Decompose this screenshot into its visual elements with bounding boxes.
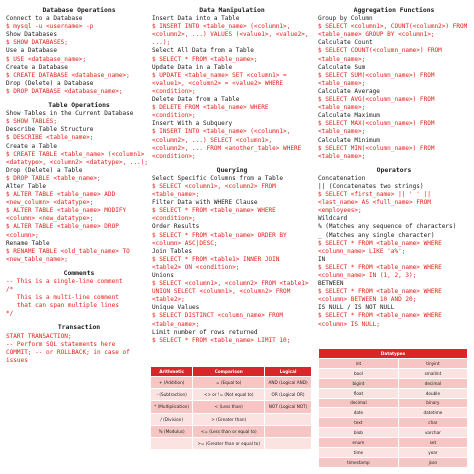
table-cell: = (Equal to)	[193, 377, 265, 389]
table-cell: NOT (Logical NOT)	[265, 401, 312, 413]
table-cell	[265, 437, 312, 449]
table-row	[319, 447, 468, 457]
table-cell: year	[398, 447, 467, 457]
table-cell: smallint	[398, 368, 467, 378]
table-row	[319, 359, 468, 369]
table-cell: char	[398, 418, 467, 428]
description-line: Insert With a Subquery	[152, 120, 233, 128]
section-querying	[152, 166, 312, 345]
table-row	[319, 378, 468, 388]
description-line: Order Results	[152, 223, 200, 231]
column-middle	[152, 6, 312, 350]
description-line: Update Data in a Table	[152, 63, 233, 71]
description-line: Wildcard	[318, 215, 348, 223]
command-line: $ SELECT * FROM <table_name>;	[152, 55, 258, 63]
command-line: $ SELECT * FROM <table_name> WHERE <condition>;	[152, 207, 280, 223]
datatypes-table	[318, 348, 468, 468]
description-line: Drop (Delete) a Database	[6, 79, 94, 87]
comment-line: START TRANSACTION;	[6, 332, 72, 340]
table-cell: <= (Less than or equal to)	[193, 425, 265, 437]
table-row	[151, 377, 312, 389]
table-row	[151, 389, 312, 401]
description-line: Show Databases	[6, 31, 57, 39]
comment-line: -- Perform SQL statements here	[6, 340, 116, 348]
section-comments	[6, 269, 152, 319]
command-line: $ USE <database_name>;	[6, 55, 87, 63]
table-cell: <> or != (Not equal to)	[193, 389, 265, 401]
column-right	[318, 6, 470, 334]
command-line: $ SELECT * FROM <table1> INNER JOIN <table2> ON <condition>;	[152, 255, 284, 271]
table-cell	[265, 425, 312, 437]
table-header-cell: Arithmetic	[151, 367, 193, 377]
command-line: $ SELECT * FROM <table_name> WHERE <column> BETWEEN 10 AND 20;	[318, 288, 446, 304]
table-row	[319, 418, 468, 428]
table-cell: enum	[319, 438, 399, 448]
section-database-operations	[6, 6, 152, 96]
table-cell: float	[319, 388, 399, 398]
table-row	[319, 368, 468, 378]
description-line: Create a Database	[6, 63, 68, 71]
command-line: $ SELECT <column1>, <column2> FROM <table_name>;	[152, 182, 280, 199]
description-line: Connect to a Database	[6, 15, 83, 23]
table-row	[319, 388, 468, 398]
table-row	[319, 428, 468, 438]
section-aggregation-functions	[318, 6, 470, 161]
description-line: Group by Column	[318, 15, 373, 23]
comment-line: COMMIT; -- or ROLLBACK; in case of issues	[6, 348, 134, 364]
description-line: Calculate Minimum	[318, 136, 380, 144]
table-cell: double	[398, 388, 467, 398]
command-line: $ INSERT INTO <table_name> (<column1>, <column2>, ...) VALUES (<value1>, <value2>, ...);	[152, 23, 313, 47]
description-line: Calculate Average	[318, 87, 380, 95]
description-line: Unions	[152, 272, 174, 279]
description-line: Alter Table	[6, 182, 47, 190]
table-cell: >= (Greater than or equal to)	[193, 437, 265, 449]
command-line: $ SELECT <column1>, COUNT(<column2>) FROM <table_name> GROUP BY <column1>;	[318, 23, 471, 39]
description-line: Show Tables in the Current Database	[6, 110, 134, 118]
command-line: $ RENAME TABLE <old_table_name> TO <new_table_name>;	[6, 247, 134, 263]
command-line: $ INSERT INTO <table_name> (<column1>, <column2>, ...) SELECT <column1>, <column2>, ... FROM <another_table> WHERE <condition>;	[152, 128, 305, 160]
description-line: Select All Data from a Table	[152, 47, 254, 55]
section-title: Transaction	[57, 323, 101, 332]
description-line: Create a Table	[6, 142, 57, 150]
command-line: $ DROP DATABASE <database_name>;	[6, 87, 123, 95]
command-line: $ DELETE FROM <table_name> WHERE <condition>;	[152, 104, 273, 120]
section-title: Table Operations	[48, 101, 110, 110]
datatypes-table-body	[319, 359, 468, 468]
table-cell	[265, 413, 312, 425]
operators-table	[150, 366, 312, 450]
description-line: % (Matches any sequence of characters)	[318, 223, 457, 231]
section-title: Comments	[63, 268, 95, 277]
table-row	[151, 401, 312, 413]
table-row	[319, 398, 468, 408]
table-cell: bigint	[319, 378, 399, 388]
table-cell	[151, 437, 193, 449]
table-header-cell: Comparison	[193, 367, 265, 377]
command-line: $ ALTER TABLE <table_name> DROP <column>;	[6, 223, 123, 239]
description-line: BETWEEN	[318, 280, 344, 288]
command-line: $ DESCRIBE <table_name>;	[6, 134, 94, 142]
section-title: Operators	[376, 165, 412, 174]
table-cell: binary	[398, 398, 467, 408]
command-line: $ SELECT DISTINCT <column_name> FROM <table_name>;	[152, 312, 287, 328]
table-cell: bool	[319, 368, 399, 378]
table-row	[319, 408, 468, 418]
description-line: _ (Matches any single character)	[318, 231, 435, 239]
table-header-cell: Datatypes	[319, 349, 468, 359]
command-line: $ DROP TABLE <table_name>;	[6, 174, 101, 182]
command-line: $ UPDATE <table_name> SET <column1> = <value1>, <column2> = <value2> WHERE <condition>;	[152, 71, 291, 95]
section-title: Data Manipulation	[199, 6, 265, 14]
comment-line: This is a multi-line comment	[6, 294, 119, 302]
description-line: Calculate Maximum	[318, 112, 380, 120]
operators-table-body	[151, 377, 312, 450]
datatypes-table-header	[319, 349, 468, 359]
description-line: Concatenation	[318, 174, 366, 182]
section-table-operations	[6, 101, 152, 264]
description-line: Select Specific Columns from a Table	[152, 174, 284, 182]
command-line: $ SELECT * FROM <table_name> WHERE <column> IS NULL;	[318, 312, 446, 328]
command-line: $ SELECT * FROM <table_name> LIMIT 10;	[152, 336, 291, 344]
description-line: Calculate Sum	[318, 63, 366, 71]
comment-line: that can span multiple lines	[6, 302, 119, 310]
description-line: Drop (Delete) a Table	[6, 166, 83, 174]
section-operators	[318, 166, 470, 329]
description-line: IN	[318, 255, 326, 263]
table-cell: + (Addition)	[151, 377, 193, 389]
command-line: $ SHOW TABLES;	[6, 118, 57, 126]
command-line: $ SELECT <first_name> || ' ' || <last_name> AS <full_name> FROM <employees>;	[318, 191, 435, 215]
command-line: $ CREATE DATABASE <database_name>;	[6, 71, 130, 79]
table-cell: tinyint	[398, 359, 467, 369]
command-line: $ SELECT * FROM <table_name> WHERE <column_name> IN (1, 2, 3);	[318, 263, 446, 279]
comment-line: /*	[6, 286, 14, 294]
comment-line: -- This is a single-line comment	[6, 278, 123, 285]
table-cell: text	[319, 418, 399, 428]
command-line: $ SELECT COUNT(<column_name>) FROM <table_name>;	[318, 47, 446, 63]
command-line: $ SELECT * FROM <table_name> WHERE <column_name> LIKE 'a%';	[318, 239, 446, 255]
table-row	[151, 425, 312, 437]
table-cell: varchar	[398, 428, 467, 438]
operators-table-header	[151, 367, 312, 377]
table-cell: AND (Logical AND)	[265, 377, 312, 389]
table-cell: / (Division)	[151, 413, 193, 425]
command-line: $ SELECT AVG(<column_name>) FROM <table_name>;	[318, 96, 439, 112]
description-line: Rename Table	[6, 239, 50, 247]
description-line: Limit number of rows returned	[152, 328, 258, 336]
table-cell: > (Greater than)	[193, 413, 265, 425]
column-left	[6, 6, 152, 370]
section-data-manipulation	[152, 6, 312, 161]
command-line: $ SHOW DATABASES;	[6, 39, 68, 47]
command-line: $ SELECT MAX(<column_name>) FROM <table_name>;	[318, 120, 439, 136]
description-line: Describe Table Structure	[6, 126, 94, 134]
table-row	[151, 437, 312, 449]
table-cell: int	[319, 359, 399, 369]
description-line: Use a Database	[6, 47, 57, 55]
section-title: Querying	[216, 165, 248, 174]
command-line: $ SELECT MIN(<column_name>) FROM <table_name>;	[318, 144, 439, 160]
command-line: $ mysql -u <username> -p	[6, 23, 94, 31]
description-line: Join Tables	[152, 247, 193, 255]
table-row	[319, 457, 468, 467]
table-cell: datetime	[398, 408, 467, 418]
table-cell: timestamp	[319, 457, 399, 467]
command-line: $ CREATE TABLE <table_name> (<column1> <datatype>, <column2> <datatype>, ...);	[6, 150, 148, 166]
description-line: IS NULL / IS NOT NULL	[318, 304, 395, 312]
comment-line: */	[6, 310, 14, 318]
section-title: Aggregation Functions	[353, 6, 435, 14]
table-cell: < (Less than)	[193, 401, 265, 413]
description-line: Unique Values	[152, 304, 200, 312]
table-cell: time	[319, 447, 399, 457]
table-row	[319, 438, 468, 448]
table-header-cell: Logical	[265, 367, 312, 377]
table-cell: decimal	[319, 398, 399, 408]
command-line: $ SELECT SUM(<column_name>) FROM <table_name>;	[318, 71, 439, 87]
command-line: $ ALTER TABLE <table_name> ADD <new_column> <datatype>;	[6, 191, 119, 207]
command-line: $ ALTER TABLE <table_name> MODIFY <column> <new_datatype>;	[6, 207, 130, 223]
description-line: Calculate Count	[318, 39, 373, 47]
table-cell: * (Multiplication)	[151, 401, 193, 413]
description-line: Insert Data into a Table	[152, 15, 240, 23]
table-cell: % (Modulus)	[151, 425, 193, 437]
description-line: Delete Data from a Table	[152, 96, 240, 104]
table-cell: set	[398, 438, 467, 448]
table-cell: decimal	[398, 378, 467, 388]
table-row	[151, 413, 312, 425]
command-line: $ SELECT <column1>, <column2> FROM <table1> UNION SELECT <column1>, <column2> FROM <table2>;	[152, 280, 313, 304]
table-cell: date	[319, 408, 399, 418]
command-line: $ SELECT * FROM <table_name> ORDER BY <column> ASC|DESC;	[152, 231, 291, 247]
table-cell: OR (Logical OR)	[265, 389, 312, 401]
table-cell: blob	[319, 428, 399, 438]
section-transaction	[6, 323, 152, 364]
table-cell: - (Subtraction)	[151, 389, 193, 401]
table-cell: json	[398, 457, 467, 467]
description-line: Filter Data with WHERE Clause	[152, 199, 258, 207]
description-line: || (Concatenates two strings)	[318, 182, 424, 190]
section-title: Database Operations	[42, 6, 116, 14]
